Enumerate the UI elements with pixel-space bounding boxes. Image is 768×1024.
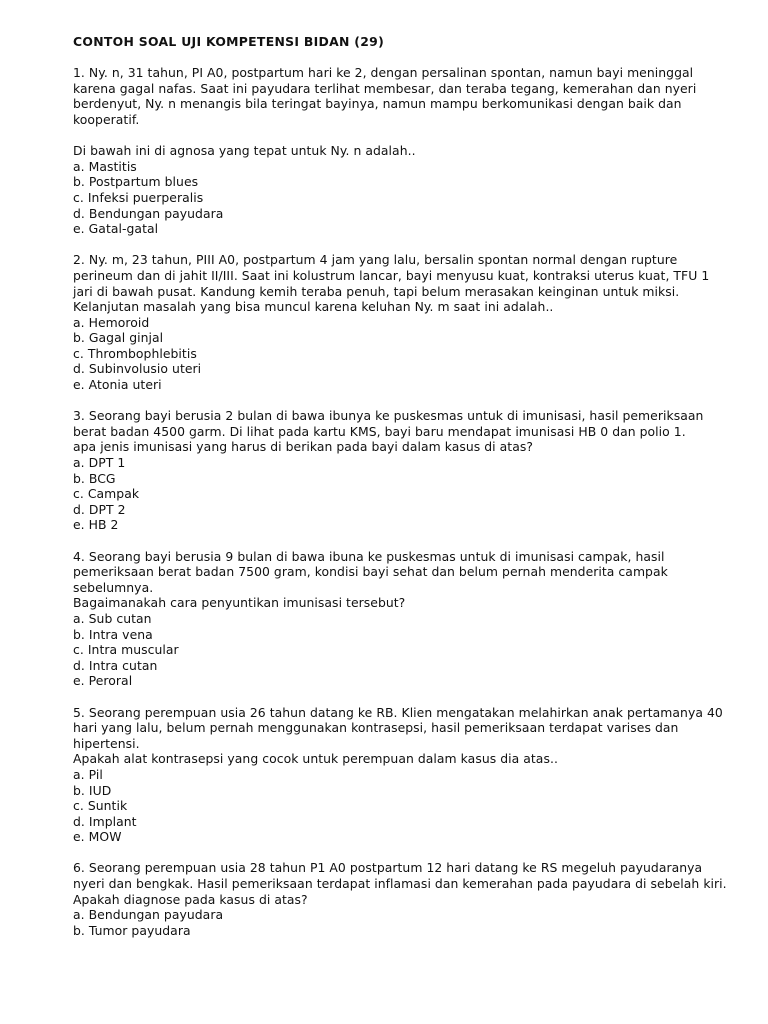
option-a: a. Hemoroid [73, 314, 150, 330]
question-prompt: Apakah alat kontrasepsi yang cocok untuk perempuan dalam kasus dia atas.. [73, 751, 558, 767]
option-list [73, 611, 733, 689]
question-prompt: Apakah diagnose pada kasus di atas? [73, 891, 308, 907]
option-c: c. Infeksi puerperalis [73, 189, 204, 205]
question-prompt: Kelanjutan masalah yang bisa muncul karena keluhan Ny. m saat ini adalah.. [73, 299, 554, 315]
option-e: e. Peroral [73, 673, 133, 689]
option-list [73, 315, 733, 393]
option-d: d. Subinvolusio uteri [73, 361, 202, 377]
question-prompt: Di bawah ini di agnosa yang tepat untuk Ny. n adalah.. [73, 143, 416, 159]
option-list [73, 455, 733, 533]
option-b: b. BCG [73, 470, 116, 486]
question-stem: 4. Seorang bayi berusia 9 bulan di bawa ibuna ke puskesmas untuk di imunisasi campak, hasil pemeriksaan berat badan 7500 gram, kondisi bayi sehat dan belum pernah menderita campak sebelumnya. [73, 548, 668, 595]
question-5 [73, 705, 733, 845]
option-a: a. Pil [73, 766, 103, 782]
question-stem: 2. Ny. m, 23 tahun, PIII A0, postpartum 4 jam yang lalu, bersalin spontan normal dengan rupture perineum dan di jahit II/III. Saat ini kolustrum lancar, bayi menyusu kuat, kontraksi uterus kuat, TFU 1 jari di bawah pusat. Kandung kemih teraba penuh, tapi belum merasakan keinginan untuk miksi. [73, 252, 710, 299]
question-stem: 6. Seorang perempuan usia 28 tahun P1 A0 postpartum 12 hari datang ke RS megeluh payudaranya nyeri dan bengkak. Hasil pemeriksaan terdapat inflamasi dan kemerahan pada payudara di sebelah kiri. [73, 860, 727, 892]
option-b: b. Intra vena [73, 626, 153, 642]
document-page [73, 34, 733, 954]
question-prompt: Bagaimanakah cara penyuntikan imunisasi tersebut? [73, 595, 406, 611]
option-c: c. Intra muscular [73, 642, 179, 658]
question-2 [73, 252, 733, 392]
option-e: e. MOW [73, 829, 122, 845]
question-stem: 3. Seorang bayi berusia 2 bulan di bawa ibunya ke puskesmas untuk di imunisasi, hasil pemeriksaan berat badan 4500 garm. Di lihat pada kartu KMS, bayi baru mendapat imunisasi HB 0 dan polio 1. [73, 408, 704, 439]
option-d: d. DPT 2 [73, 501, 126, 517]
option-c: c. Suntik [73, 798, 128, 814]
question-stem: 1. Ny. n, 31 tahun, PI A0, postpartum hari ke 2, dengan persalinan spontan, namun bayi meninggal karena gagal nafas. Saat ini payudara terlihat membesar, dan teraba tegang, kemerahan dan nyeri berdenyut, Ny. n menangis bila teringat bayinya, namun mampu berkomunikasi dengan baik dan kooperatif. [73, 65, 697, 127]
question-4 [73, 549, 733, 689]
option-d: d. Intra cutan [73, 657, 158, 673]
question-6 [73, 860, 733, 938]
option-b: b. IUD [73, 782, 112, 798]
option-e: e. HB 2 [73, 517, 119, 533]
option-d: d. Bendungan payudara [73, 205, 224, 221]
document-title: CONTOH SOAL UJI KOMPETENSI BIDAN (29) [73, 34, 385, 49]
option-b: b. Postpartum blues [73, 174, 199, 190]
option-a: a. DPT 1 [73, 455, 126, 471]
option-e: e. Gatal-gatal [73, 221, 159, 237]
option-c: c. Campak [73, 486, 140, 502]
option-e: e. Atonia uteri [73, 377, 162, 393]
option-list [73, 159, 733, 237]
question-3 [73, 408, 733, 533]
option-c: c. Thrombophlebitis [73, 345, 197, 361]
option-list [73, 767, 733, 845]
option-d: d. Implant [73, 813, 137, 829]
option-list [73, 907, 733, 938]
option-b: b. Gagal ginjal [73, 330, 164, 346]
option-b: b. Tumor payudara [73, 922, 191, 938]
option-a: a. Sub cutan [73, 610, 152, 626]
question-prompt: apa jenis imunisasi yang harus di berikan pada bayi dalam kasus di atas? [73, 439, 533, 455]
option-a: a. Bendungan payudara [73, 907, 224, 923]
question-stem: 5. Seorang perempuan usia 26 tahun datang ke RB. Klien mengatakan melahirkan anak pertamanya 40 hari yang lalu, belum pernah menggunakan kontrasepsi, hasil pemeriksaan terdapat varises dan hipertensi. [73, 704, 723, 751]
option-a: a. Mastitis [73, 158, 137, 174]
question-1 [73, 65, 733, 237]
